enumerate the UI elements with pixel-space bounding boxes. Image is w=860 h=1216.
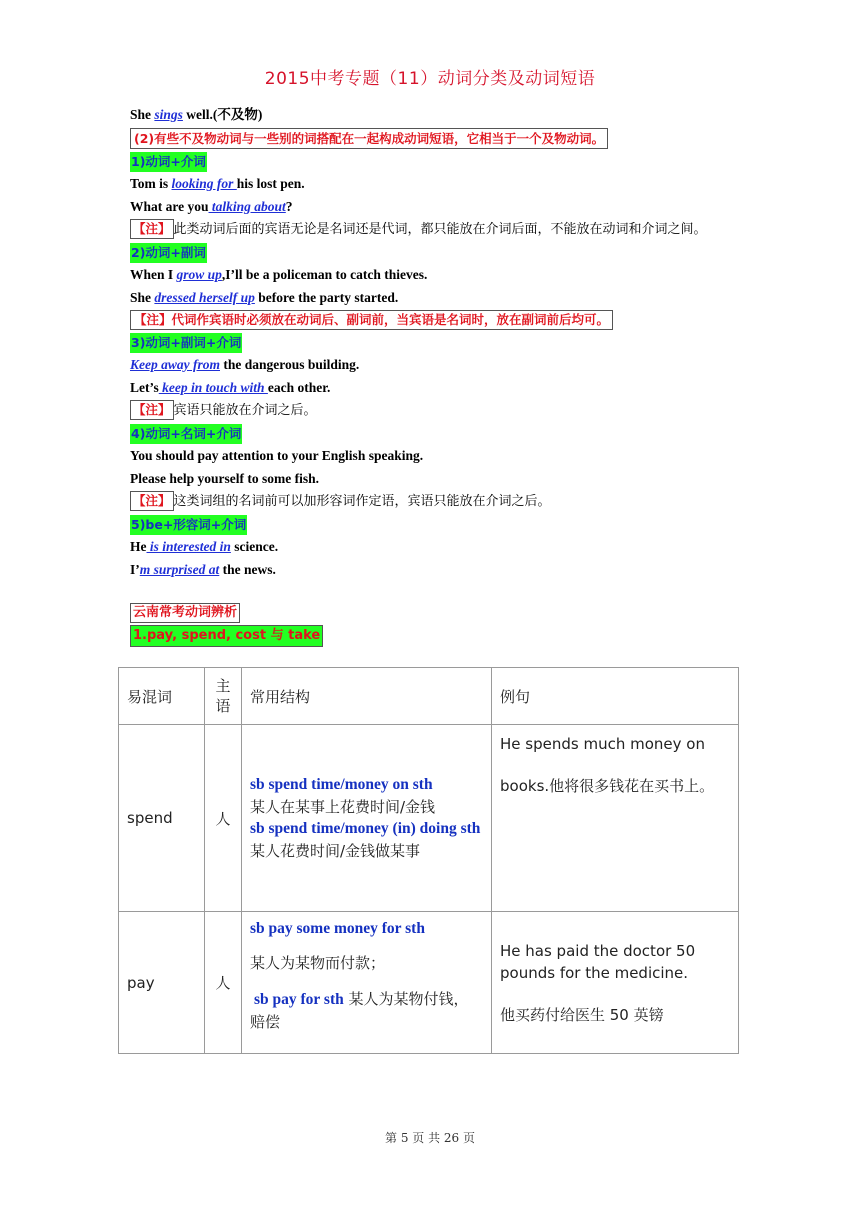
subheading-be-adj-prep: 5)be+形容词+介词 — [130, 515, 247, 535]
example-help-yourself: Please help yourself to some fish. — [130, 470, 319, 486]
cell-word: pay — [119, 912, 205, 1054]
header-cell: 例句 — [492, 668, 739, 725]
section-title: 云南常考动词辨析 — [130, 603, 240, 623]
cell-structure: sb pay some money for sth 某人为某物而付款； sb pay for sth 某人为某物付钱，赔偿 — [242, 912, 492, 1054]
example-sings: She sings well.(不及物) — [130, 107, 263, 122]
table-header-row — [119, 668, 739, 725]
cell-example: He spends much money on books.他将很多钱花在买书上。 — [492, 725, 739, 912]
subheading-verb-noun-prep: 4)动词+名词+介词 — [130, 424, 242, 444]
example-keep-away: Keep away from the dangerous building. — [130, 357, 360, 372]
note-verb-prep: 【注】 此类动词后面的宾语无论是名词还是代词，都只能放在介词后面，不能放在动词和介词之间。 — [130, 218, 740, 242]
section-subtitle: 1.pay, spend, cost 与 take — [130, 625, 323, 647]
note-pronoun-position: 【注】代词作宾语时必须放在动词后、副词前，当宾语是名词时，放在副词前后均可。 — [130, 310, 613, 330]
table-row — [119, 725, 739, 912]
subheading-verb-adv: 2)动词+副词 — [130, 243, 207, 263]
example-talking-about: What are you talking about? — [130, 198, 293, 214]
example-surprised-at: I’m surprised at the news. — [130, 561, 276, 577]
example-keep-in-touch: Let’s keep in touch with each other. — [130, 379, 331, 395]
rule-box-intransitive-phrases: (2)有些不及物动词与一些别的词搭配在一起构成动词短语，它相当于一个及物动词。 — [130, 128, 608, 149]
subheading-verb-adv-prep: 3)动词+副词+介词 — [130, 333, 242, 353]
note-adjective-modifier: 【注】 这类词组的名词前可以加形容词作定语，宾语只能放在介词之后。 — [130, 490, 740, 514]
note-object-after-prep: 【注】 宾语只能放在介词之后。 — [130, 399, 740, 423]
header-cell: 常用结构 — [242, 668, 492, 725]
verb-comparison-table — [118, 667, 739, 1054]
cell-structure: sb spend time/money on sth 某人在某事上花费时间/金钱 sb spend time/money (in) doing sth 某人花费时间/金钱做某事 — [242, 725, 492, 912]
cell-word: spend — [119, 725, 205, 912]
table-row — [119, 912, 739, 1054]
note-tag: 【注】 — [130, 219, 174, 239]
example-grow-up: When I grow up,I’ll be a policeman to catch thieves. — [130, 267, 428, 282]
example-dressed-up: She dressed herself up before the party started. — [130, 289, 399, 305]
cell-example: He has paid the doctor 50 pounds for the medicine. 他买药付给医生 50 英镑 — [492, 912, 739, 1054]
example-interested-in: He is interested in science. — [130, 539, 279, 554]
cell-subject: 人 — [205, 725, 242, 912]
example-pay-attention: You should pay attention to your English speaking. — [130, 448, 424, 463]
note-tag: 【注】 — [130, 400, 174, 420]
example-looking-for: Tom is looking for his lost pen. — [130, 176, 305, 191]
note-tag: 【注】 — [130, 491, 174, 511]
main-content — [130, 104, 740, 647]
header-cell: 易混词 — [119, 668, 205, 725]
header-cell: 主语 — [205, 668, 242, 725]
page-footer: 第 5 页 共 26 页 — [385, 1131, 475, 1145]
cell-subject: 人 — [205, 912, 242, 1054]
subheading-verb-prep: 1)动词+介词 — [130, 152, 207, 172]
page-header: 2015中考专题（11）动词分类及动词短语 — [264, 69, 596, 89]
